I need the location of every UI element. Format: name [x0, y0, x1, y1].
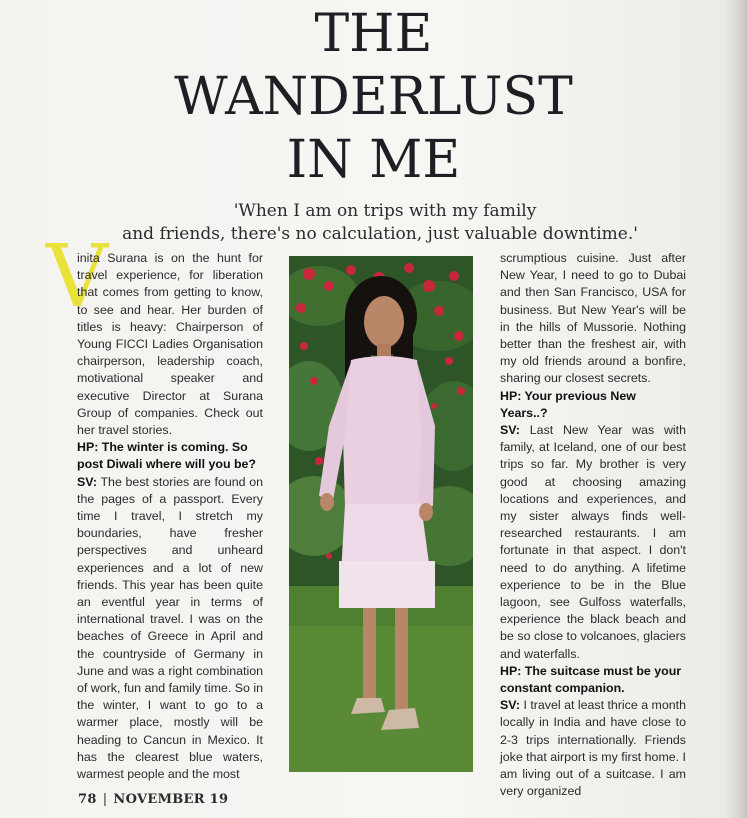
answer-1-text: The best stories are found on the pages of a passport. Every time I travel, I stretch my boundaries, have fresher perspectives and unheard experiences and a lot of new friends. This year has been quite an eventful year in terms of international travel. I was on the beaches of Greece in April and the countryside of Germany in June and was a right combination of work, fun and family time. So in the winter, I want to go to a warmer place, mostly will be heading to Cancun in Mexico. It has the clearest blue waters, warmest people and the most [77, 474, 264, 782]
headline-line-3: IN ME [286, 130, 461, 190]
answer-3-label: SV: [500, 698, 520, 713]
page-footer [78, 792, 228, 807]
answer-2 [500, 422, 686, 663]
answer-3 [500, 697, 686, 800]
answer-3-text: I travel at least thrice a month locally in India and have close to 2-3 trips internationally. Friends joke that airport is my first home. I am living out of a suitcase. I am very organized [500, 698, 686, 799]
answer-2-label: SV: [500, 423, 520, 438]
footer-separator: | [102, 792, 108, 807]
answer-1-label: SV: [77, 474, 97, 489]
answer-1 [77, 474, 263, 784]
portrait-illustration [289, 256, 473, 772]
intro-paragraph: inita Surana is on the hunt for travel experience, for liberation that comes from getting to know, to see and hear. Her burden of titles is heavy: Chairperson of Young FICCI Ladies Organisation chairperson, leadership coach, motivational speaker and executive Director at Surana Group of companies. Check out her travel stories. [77, 251, 263, 438]
question-2: HP: Your previous New Years..? [500, 388, 636, 420]
article-column-left [77, 250, 263, 783]
pullquote-line-1: 'When I am on trips with my family [233, 201, 537, 221]
headline-line-1: THE [314, 4, 433, 64]
question-3: HP: The suitcase must be your constant companion. [500, 663, 682, 696]
continued-paragraph: scrumptious cuisine. Just after New Year, I need to go to Dubai and then San Francisco, USA for business. But New Year's will be in the hills of Mussorie. Nothing better than the freshest air, with my old friends around a bonfire, sharing our closest secrets. [500, 251, 686, 386]
issue-date: NOVEMBER 19 [113, 792, 229, 807]
answer-2-text: Last New Year was with family, at Iceland, one of our best trips so far. My brother is very good at choosing amazing locations and experiences, and my sister always finds well-researched restaurants. I am fortunate in that aspect. I don't need to do anything. A lifetime experience to be in the Blue lagoon, see Gulfoss waterfalls, experience the black beach and be so close to volcanoes, glaciers and waterfalls. [500, 423, 687, 661]
pullquote-line-2: and friends, there's no calculation, just valuable downtime.' [122, 224, 638, 244]
dropcap-letter: V [46, 236, 109, 316]
headline-line-2: WANDERLUST [174, 67, 573, 127]
question-1: HP: The winter is coming. So post Diwali where will you be? [77, 440, 257, 472]
page-number: 78 [78, 792, 97, 807]
portrait-photo [289, 256, 473, 772]
article-column-right [500, 250, 686, 801]
